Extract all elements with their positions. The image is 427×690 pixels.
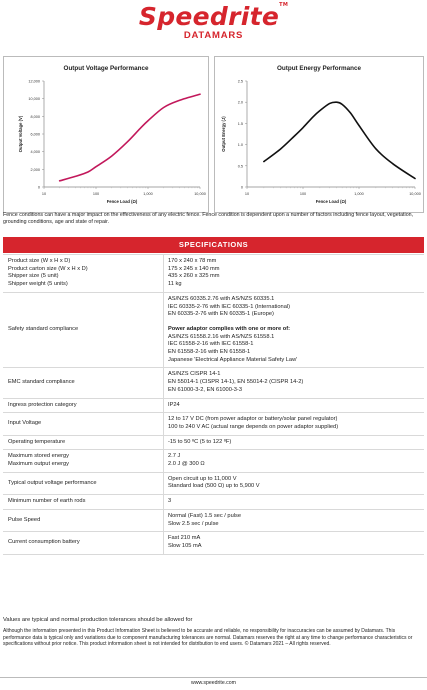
chart-title: Output Voltage Performance (63, 65, 149, 72)
spec-label-text (8, 326, 78, 334)
spec-row (3, 473, 424, 495)
spec-value-line: AS/NZS 60335.2.76 with AS/NZS 60335.1 (168, 295, 275, 302)
spec-label-line: Minimum number of earth rods (8, 498, 86, 505)
spec-label-text (8, 258, 88, 289)
spec-value (163, 413, 424, 434)
spec-value (163, 293, 424, 368)
spec-value-line: 11 kg (168, 281, 182, 288)
footer-url: www.speedrite.com (191, 680, 236, 686)
footer-divider (0, 677, 427, 678)
voltage-chart (3, 56, 209, 213)
x-tick-label: 1,000 (354, 192, 364, 196)
y-tick-label: 0 (240, 185, 243, 190)
spec-value-line: Normal (Fast) 1.5 sec / pulse (168, 512, 242, 519)
spec-value-line: AS/NZS CISPR 14-1 (168, 371, 221, 378)
energy-chart (214, 56, 424, 213)
spec-row (3, 399, 424, 414)
y-tick-label: 8,000 (30, 114, 40, 119)
x-tick-label: 10 (244, 192, 250, 196)
tolerance-footnote: Values are typical and normal production tolerances should be allowed for (3, 617, 193, 623)
spec-value (163, 368, 424, 397)
spec-label-text (8, 453, 69, 468)
spec-row (3, 368, 424, 398)
spec-value-line: Japanese 'Electrical Appliance Material Safety Law' (168, 356, 298, 363)
spec-value-line: IEC 61558-2-16 with IEC 61558-1 (168, 341, 254, 348)
spec-label-line: Shipper weight (5 units) (8, 281, 68, 288)
trademark: TM (279, 2, 289, 8)
spec-label-line: Product carton size (W x H x D) (8, 265, 88, 272)
spec-label-line: Safety standard compliance (8, 326, 79, 333)
y-tick-label: 6,000 (30, 132, 40, 137)
spec-label (3, 450, 163, 471)
y-tick-label: 2,000 (30, 167, 40, 172)
spec-label-line: Ingress protection category (8, 401, 77, 408)
spec-label-line: Shipper size (5 unit) (8, 273, 59, 280)
header (0, 0, 427, 50)
spec-value-line: IEC 60335-2-76 with IEC 60335-1 (International) (168, 303, 291, 310)
spec-value-line: IP24 (168, 401, 180, 408)
spec-label-line: Product size (W x H x D) (8, 258, 71, 264)
spec-row (3, 436, 424, 451)
spec-label (3, 495, 163, 509)
spec-value (163, 255, 424, 292)
spec-value-line: 2.7 J (168, 453, 181, 460)
spec-value-line: 435 x 260 x 325 mm (168, 273, 220, 280)
spec-value-line: 170 x 240 x 78 mm (168, 258, 217, 264)
spec-value-line: 100 to 240 V AC (actual range depends on power adaptor supplied) (168, 423, 339, 430)
spec-label (3, 293, 163, 368)
spec-value (163, 399, 424, 413)
disclaimer: Although the information presented in this Product Information Sheet is believed to be accurate and reliable, no responsibility for inaccuracies can be assumed by Datamars. This performance data is typical only and variations due to component manufacturing tolerances are normal. Datamars reserves the right at any time to change performance characteristics or specifications without prior notice. This product information sheet is not intended for distribution to end users. © Datamars 2021 – All rights reserved. (3, 628, 413, 648)
spec-label-line: Operating temperature (8, 438, 66, 445)
spec-value-line: Standard load (500 Ω) up to 5,900 V (168, 483, 260, 490)
spec-label (3, 399, 163, 413)
y-tick-label: 0.5 (237, 164, 243, 169)
spec-value-line: EN 55014-1 (CISPR 14-1), EN 55014-2 (CISPR 14-2) (168, 379, 304, 386)
spec-value-line: EN 61000-3-2, EN 61000-3-3 (168, 386, 242, 393)
x-tick-label: 1,000 (143, 192, 153, 196)
spec-label (3, 413, 163, 434)
spec-label-text (8, 498, 85, 506)
y-tick-label: 4,000 (30, 150, 40, 155)
spec-value-line: 175 x 245 x 140 mm (168, 265, 220, 272)
y-tick-label: 0 (37, 185, 40, 190)
x-tick-label: 100 (299, 192, 307, 196)
spec-gap (168, 319, 424, 326)
y-axis-label: Output Voltage (V) (18, 115, 23, 153)
brand-name: Speedrite (138, 2, 280, 31)
spec-value-line: Slow 2.5 sec / pulse (168, 520, 219, 527)
spec-label (3, 255, 163, 292)
spec-label-text (8, 379, 75, 387)
x-tick-label: 100 (92, 192, 100, 196)
y-tick-label: 12,000 (28, 79, 40, 84)
speedrite-logo (0, 2, 427, 31)
spec-label-text (8, 480, 97, 488)
spec-value-line: 3 (168, 498, 172, 505)
spec-row (3, 510, 424, 532)
spec-value-line: EN 61558-2-16 with EN 61558-1 (168, 349, 251, 356)
spec-row (3, 293, 424, 369)
spec-row (3, 532, 424, 554)
spec-label-text (8, 517, 40, 525)
spec-value-line: Open circuit up to 11,000 V (168, 475, 237, 482)
spec-label (3, 510, 163, 531)
voltage-chart-svg (4, 57, 208, 212)
spec-label (3, 532, 163, 553)
series-line (60, 94, 200, 181)
y-tick-label: 2.0 (237, 100, 243, 105)
x-axis-label: Fence Load (Ω) (315, 199, 347, 204)
y-tick-label: 1.5 (237, 121, 243, 126)
datamars-subbrand: DATAMARS (183, 30, 244, 41)
x-tick-label: 10,000 (409, 192, 421, 196)
spec-label-line: Input Voltage (8, 420, 42, 427)
series-line (264, 102, 415, 178)
spec-value-line: Slow 105 mA (168, 542, 202, 549)
spec-label-text (8, 420, 41, 428)
spec-value (163, 473, 424, 494)
x-tick-label: 10,000 (194, 192, 206, 196)
spec-row (3, 450, 424, 472)
spec-value-heading: Power adaptor complies with one or more of: (168, 325, 290, 332)
spec-label-line: Pulse Speed (8, 516, 41, 523)
spec-value-line: 2.0 J @ 300 Ω (168, 461, 205, 468)
spec-label-text (8, 439, 65, 447)
spec-value-line: Fast 210 mA (168, 535, 201, 542)
y-tick-label: 2.5 (237, 79, 243, 84)
energy-chart-svg (215, 57, 423, 212)
spec-value-line: AS/NZS 61558.2.16 with AS/NZS 61558.1 (168, 333, 275, 340)
y-tick-label: 1.0 (237, 143, 243, 148)
spec-value (163, 510, 424, 531)
spec-label-line: Current consumption battery (8, 539, 80, 546)
spec-label-line: Maximum stored energy (8, 453, 70, 460)
spec-value (163, 532, 424, 553)
x-tick-label: 10 (41, 192, 47, 196)
spec-label-line: Typical output voltage performance (8, 479, 97, 486)
spec-label (3, 436, 163, 450)
spec-row (3, 495, 424, 510)
specifications-header: SPECIFICATIONS (3, 237, 424, 253)
spec-value-line: -15 to 50 ºC (5 to 122 ºF) (168, 438, 232, 445)
spec-label-text (8, 539, 80, 547)
spec-label-line: Maximum output energy (8, 461, 70, 468)
spec-row (3, 255, 424, 293)
spec-label-line: EMC standard compliance (8, 379, 75, 386)
specifications-table (3, 254, 424, 555)
spec-value (163, 436, 424, 450)
spec-row (3, 413, 424, 435)
x-axis-label: Fence Load (Ω) (106, 199, 138, 204)
spec-label (3, 368, 163, 397)
spec-label (3, 473, 163, 494)
spec-label-text (8, 402, 77, 410)
spec-value-line: 12 to 17 V DC (from power adaptor or battery/solar panel regulator) (168, 416, 338, 423)
spec-value (163, 450, 424, 471)
y-tick-label: 10,000 (28, 97, 40, 102)
chart-title: Output Energy Performance (277, 65, 361, 72)
spec-value (163, 495, 424, 509)
spec-value-line: EN 60335-2-76 with EN 60335-1 (Europe) (168, 311, 274, 318)
y-axis-label: Output Energy (J) (221, 116, 226, 152)
fence-conditions-note: Fence conditions can have a major impact on the effectiveness of any electric fence. Fence condition is dependent upon a number of factors including fence layout, vegetation, grounding conditions, age and state of repair. (3, 212, 414, 226)
